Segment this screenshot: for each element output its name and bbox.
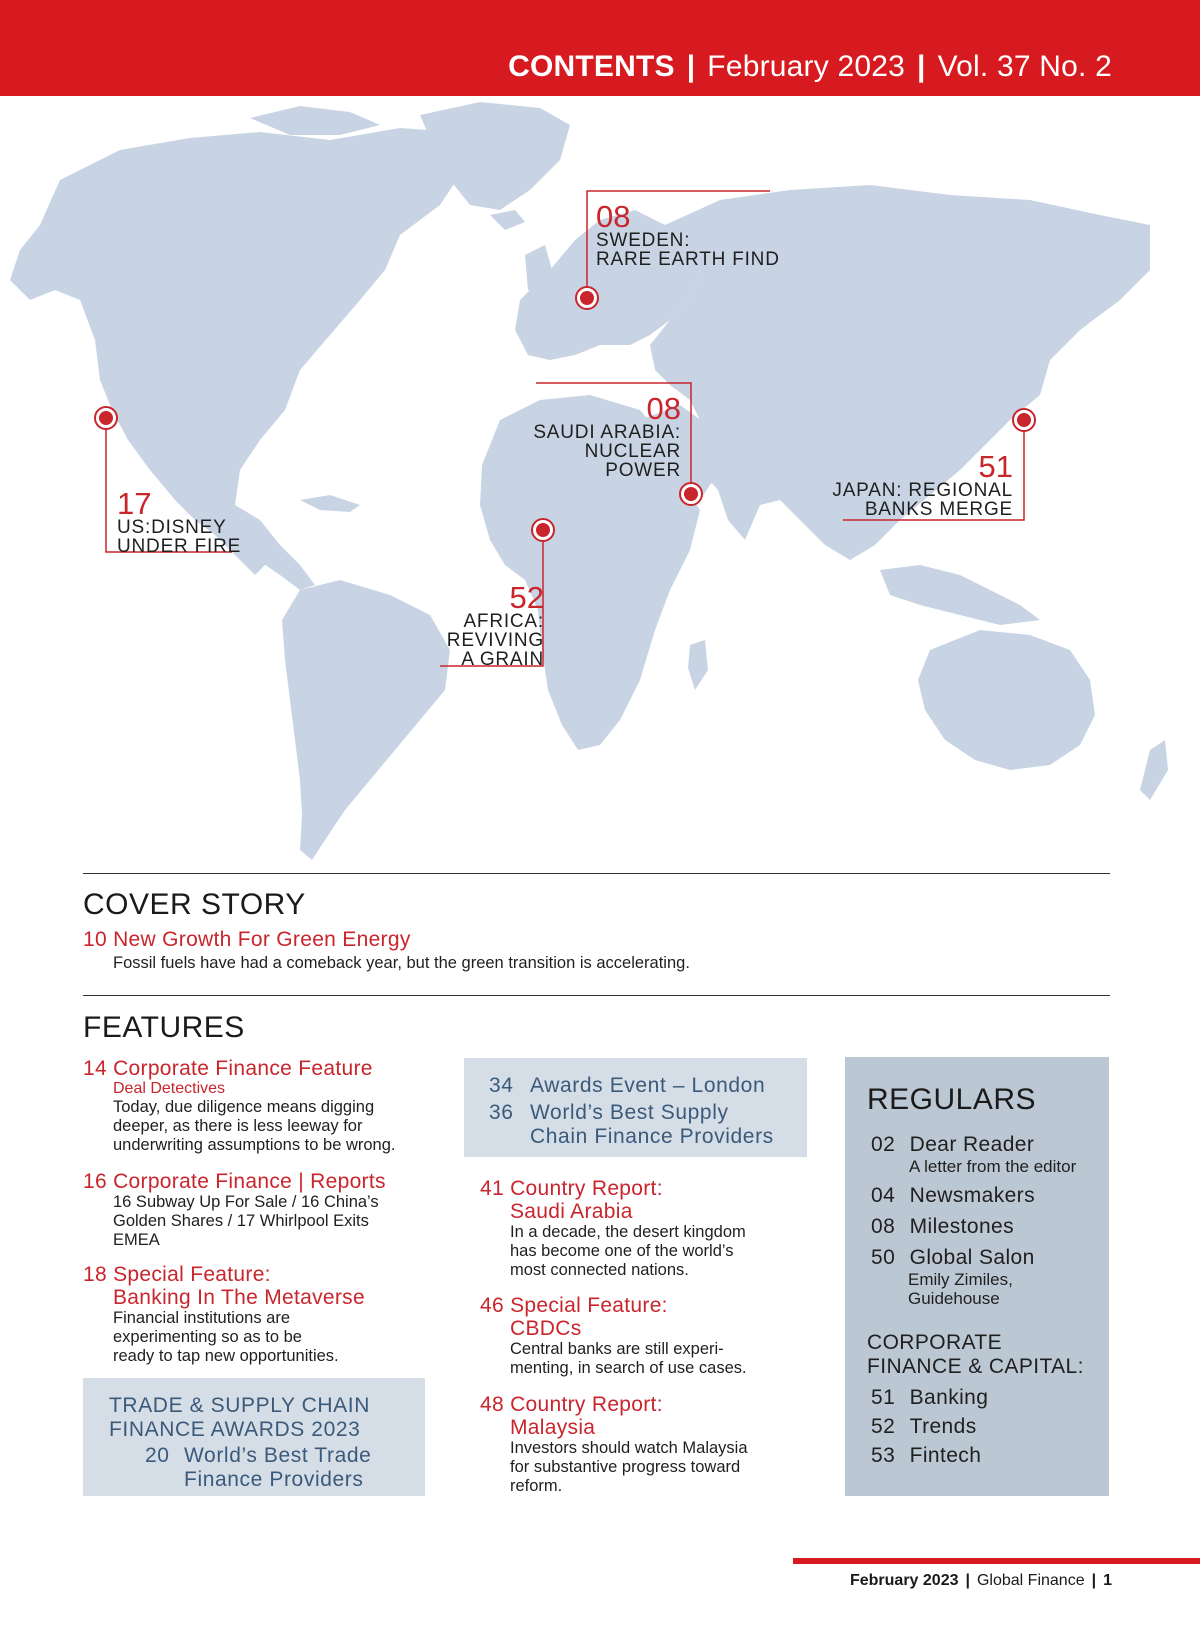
features-title: FEATURES <box>83 1011 245 1044</box>
regulars-page-number: 51 <box>871 1386 896 1409</box>
feature-description: ready to tap new opportunities. <box>113 1347 339 1365</box>
caribbean-islands <box>300 495 360 512</box>
footer: February 2023 | Global Finance | 1 <box>849 1572 1112 1589</box>
regulars-title: REGULARS <box>867 1083 1037 1116</box>
feature-description: for substantive progress toward <box>510 1458 741 1476</box>
callout-page-number: 52 <box>509 580 544 615</box>
feature-description: Today, due diligence means digging <box>113 1098 375 1116</box>
regulars-label: Milestones <box>909 1215 1015 1238</box>
feature-headline: 48 Country Report: <box>480 1393 663 1416</box>
callout-us[interactable] <box>117 486 242 557</box>
regulars-item[interactable] <box>871 1215 1076 1239</box>
callout-sweden[interactable] <box>596 199 780 270</box>
callout-page-number: 17 <box>117 486 152 521</box>
footer-accent-bar <box>793 1558 1200 1564</box>
regulars-page-number: 50 <box>871 1246 896 1269</box>
feature-headline: 41 Country Report: <box>480 1177 663 1200</box>
central-america-landmass <box>235 505 315 590</box>
feature-headline: 18 Special Feature: <box>83 1263 271 1286</box>
feature-entry-16[interactable] <box>83 1170 423 1250</box>
trade-awards-title: TRADE & SUPPLY CHAIN <box>109 1394 370 1417</box>
callout-title-line: SWEDEN: <box>596 230 691 251</box>
cover-story-description: Fossil fuels have had a comeback year, but the green transition is accelerating. <box>113 954 690 972</box>
callout-page-number: 51 <box>978 449 1013 484</box>
arctic-islands <box>250 106 380 135</box>
feature-description: has become one of the world’s <box>510 1242 734 1260</box>
feature-description: menting, in search of use cases. <box>510 1359 747 1377</box>
callout-title-line: A GRAIN <box>461 649 544 670</box>
corporate-finance-title: FINANCE & CAPITAL: <box>867 1355 1084 1378</box>
cover-story-entry[interactable] <box>83 928 690 973</box>
feature-headline: 14 Corporate Finance Feature <box>83 1057 373 1080</box>
regulars-list <box>871 1133 1076 1308</box>
regulars-label: Trends <box>909 1415 977 1438</box>
header-title: CONTENTS | February 2023 | Vol. 37 No. 2 <box>508 50 1112 83</box>
header-volume: Vol. 37 No. 2 <box>937 50 1112 83</box>
feature-headline: Saudi Arabia <box>510 1200 633 1223</box>
header-bar <box>0 0 1200 96</box>
trade-awards-page-number: 20 <box>145 1444 170 1467</box>
callout-title-line: AFRICA: <box>463 611 544 632</box>
feature-headline: Banking In The Metaverse <box>113 1286 365 1309</box>
regulars-label: Newsmakers <box>909 1184 1035 1207</box>
feature-headline: 46 Special Feature: <box>480 1294 668 1317</box>
feature-headline: 16 Corporate Finance | Reports <box>83 1170 386 1193</box>
header-date: February 2023 <box>707 50 906 83</box>
feature-entry-48[interactable] <box>480 1393 790 1496</box>
corporate-finance-section <box>867 1331 1084 1468</box>
feature-description: underwriting assumptions to be wrong. <box>113 1136 396 1154</box>
regulars-label: Global Salon <box>909 1246 1035 1269</box>
trade-awards-item: Finance Providers <box>184 1468 364 1491</box>
awards-event-box[interactable] <box>464 1058 807 1157</box>
awards-item: Chain Finance Providers <box>530 1125 774 1148</box>
feature-description: experimenting so as to be <box>113 1328 302 1346</box>
callout-title-line: BANKS MERGE <box>864 499 1013 520</box>
feature-description: reform. <box>510 1477 563 1495</box>
callout-title-line: JAPAN: REGIONAL <box>832 480 1013 501</box>
callout-title-line: SAUDI ARABIA: <box>533 422 681 443</box>
divider <box>83 995 1110 996</box>
trade-awards-box[interactable] <box>83 1378 425 1496</box>
awards-page-number: 34 <box>489 1074 514 1097</box>
australia-landmass <box>918 630 1095 770</box>
trade-awards-title: FINANCE AWARDS 2023 <box>109 1418 361 1441</box>
regulars-page-number: 08 <box>871 1215 896 1238</box>
feature-description: Financial institutions are <box>113 1309 291 1327</box>
regulars-item[interactable] <box>871 1386 1084 1410</box>
callout-title-line: POWER <box>605 460 681 481</box>
corporate-finance-title: CORPORATE <box>867 1331 1003 1354</box>
regulars-item[interactable] <box>871 1133 1076 1157</box>
madagascar-landmass <box>688 640 708 690</box>
regulars-item[interactable] <box>871 1444 1084 1468</box>
regulars-sublabel: Emily Zimiles, <box>908 1270 1013 1289</box>
feature-description: EMEA <box>113 1231 160 1249</box>
regulars-page-number: 04 <box>871 1184 896 1207</box>
regulars-sublabel: Guidehouse <box>908 1289 1000 1308</box>
marker-saudi <box>680 483 702 505</box>
cover-story-headline: 10 New Growth For Green Energy <box>83 928 411 951</box>
new-zealand-landmass <box>1140 740 1168 800</box>
iceland-landmass <box>490 210 525 230</box>
marker-sweden <box>576 287 598 309</box>
callout-title-line: UNDER FIRE <box>117 536 242 557</box>
marker-japan <box>1013 409 1035 431</box>
feature-description: Central banks are still experi- <box>510 1340 724 1358</box>
footer-date: February 2023 <box>849 1572 959 1589</box>
callout-title-line: US:DISNEY <box>117 517 227 538</box>
divider <box>83 873 1110 874</box>
callout-africa[interactable] <box>446 580 544 670</box>
feature-entry-18[interactable] <box>83 1263 423 1366</box>
callout-japan[interactable] <box>832 449 1013 520</box>
regulars-item[interactable] <box>871 1184 1076 1208</box>
regulars-item[interactable] <box>871 1246 1076 1270</box>
feature-entry-14[interactable] <box>83 1057 423 1155</box>
callout-page-number: 08 <box>646 391 681 426</box>
callout-saudi[interactable] <box>533 391 681 481</box>
feature-description: In a decade, the desert kingdom <box>510 1223 746 1241</box>
feature-description: Investors should watch Malaysia <box>510 1439 748 1457</box>
feature-description: deeper, as there is less leeway for <box>113 1117 363 1135</box>
header-section: CONTENTS <box>508 50 675 83</box>
south-america-landmass <box>282 580 450 860</box>
marker-us <box>95 407 117 429</box>
regulars-page-number: 53 <box>871 1444 896 1467</box>
regulars-label: Banking <box>909 1386 989 1409</box>
southeast-asia-islands <box>880 565 1040 625</box>
regulars-box <box>845 1057 1109 1496</box>
feature-description: Golden Shares / 17 Whirlpool Exits <box>113 1212 369 1230</box>
regulars-item[interactable] <box>871 1415 1084 1439</box>
feature-headline: CBDCs <box>510 1317 582 1340</box>
feature-entry-41[interactable] <box>480 1177 790 1280</box>
trade-awards-item: World’s Best Trade <box>184 1444 372 1467</box>
callout-page-number: 08 <box>596 199 631 234</box>
callout-title-line: RARE EARTH FIND <box>596 249 780 270</box>
callout-title-line: REVIVING <box>446 630 544 651</box>
regulars-label: Dear Reader <box>909 1133 1035 1156</box>
cover-story-title: COVER STORY <box>83 888 306 921</box>
feature-entry-46[interactable] <box>480 1294 790 1378</box>
feature-headline: Malaysia <box>510 1416 596 1439</box>
regulars-label: Fintech <box>909 1444 982 1467</box>
awards-item: World’s Best Supply <box>530 1101 729 1124</box>
regulars-page-number: 02 <box>871 1133 896 1156</box>
marker-africa <box>532 519 554 541</box>
feature-description: most connected nations. <box>510 1261 689 1279</box>
regulars-sublabel: A letter from the editor <box>909 1157 1077 1176</box>
footer-publication: Global Finance <box>976 1572 1085 1589</box>
awards-item: Awards Event – London <box>530 1074 766 1097</box>
feature-subheadline: Deal Detectives <box>113 1080 226 1097</box>
feature-description: 16 Subway Up For Sale / 16 China’s <box>113 1193 379 1211</box>
footer-page-number: 1 <box>1103 1572 1112 1589</box>
callout-title-line: NUCLEAR <box>584 441 681 462</box>
regulars-page-number: 52 <box>871 1415 896 1438</box>
awards-page-number: 36 <box>489 1101 514 1124</box>
